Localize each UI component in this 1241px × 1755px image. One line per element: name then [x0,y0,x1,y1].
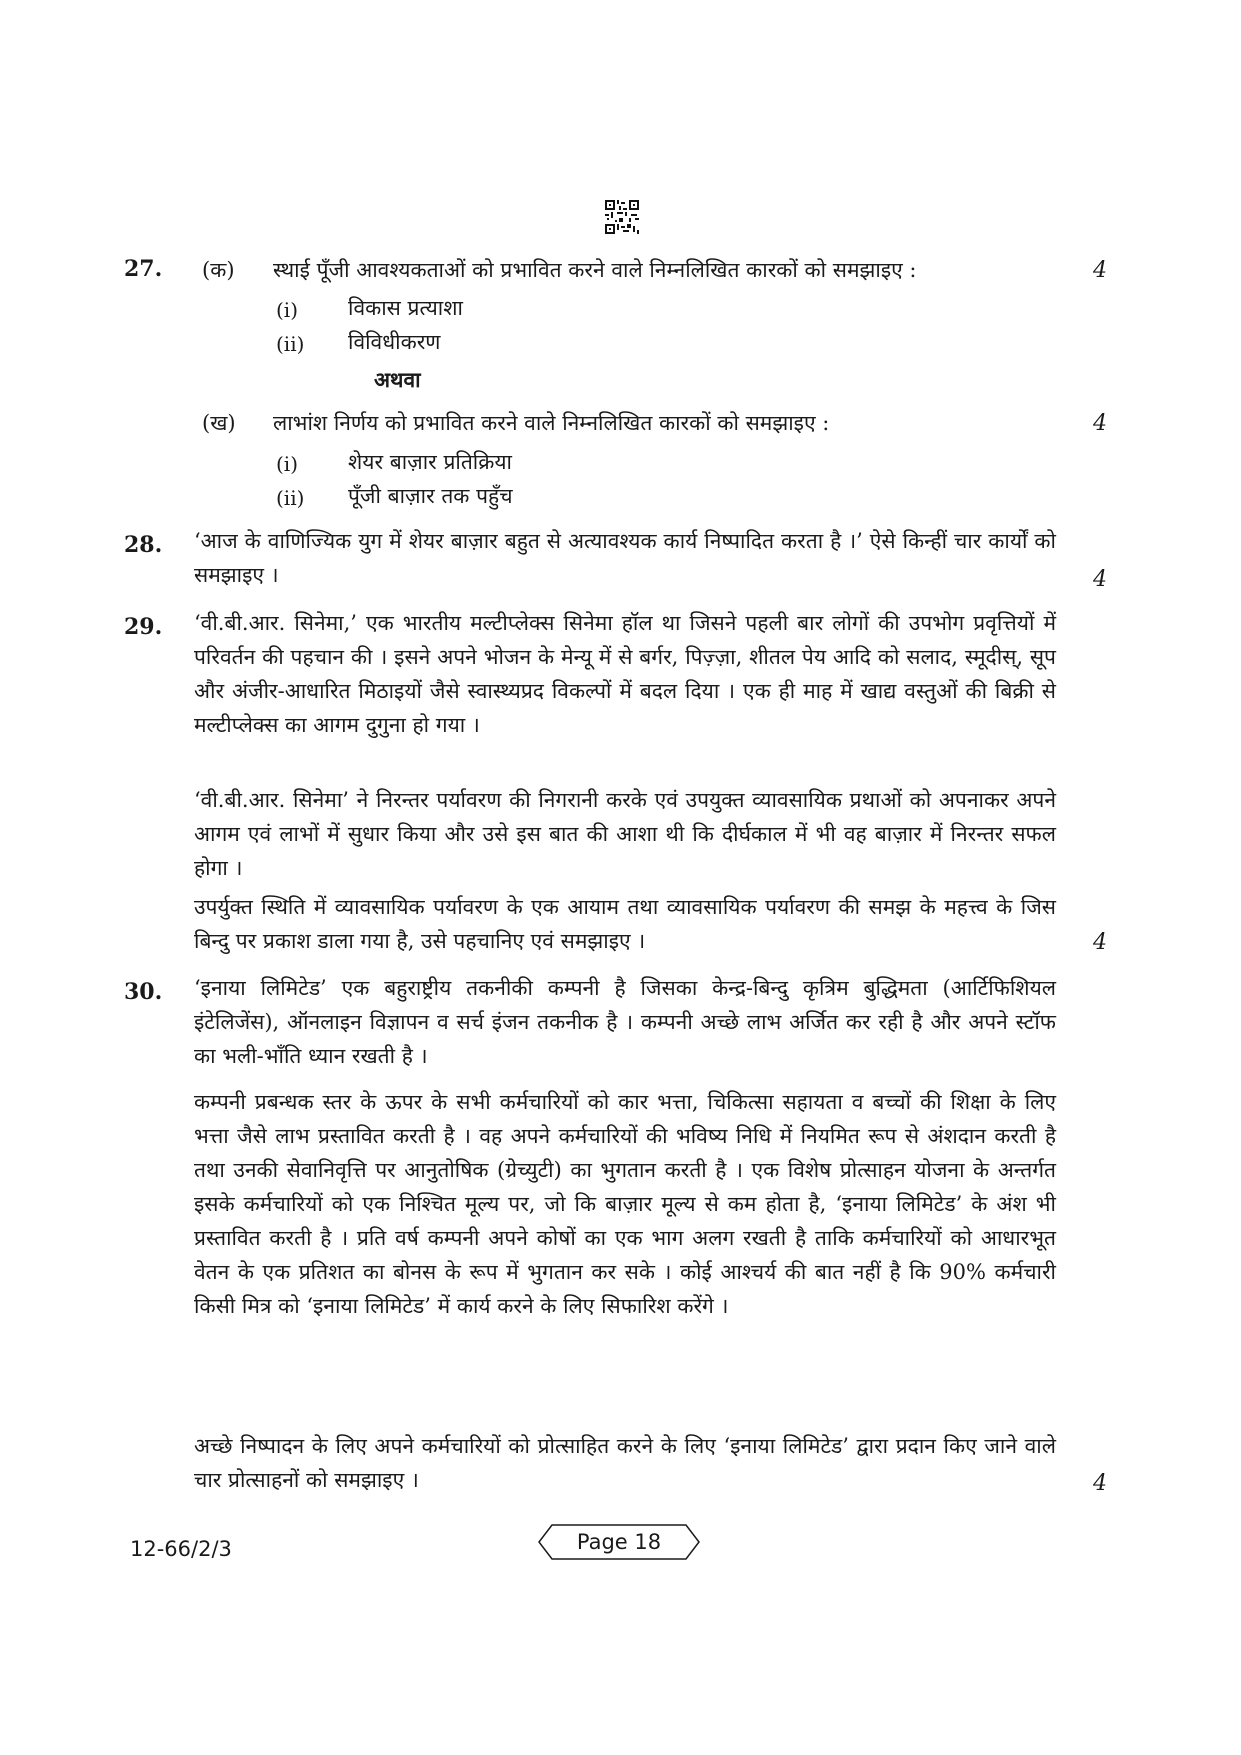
question-number-28: 28. [124,532,163,558]
q30-paragraph-1: ‘इनाया लिमिटेड’ एक बहुराष्ट्रीय तकनीकी कम्पनी है जिसका केन्द्र-बिन्दु कृत्रिम बुद्धिमता (आर्टिफिशियल इंटेलिजेंस), ऑनलाइन विज्ञापन व सर्च इंजन तकनीक है । कम्पनी अच्छे लाभ अर्जित कर रही है और अपने स्टॉफ का भली-भाँति ध्यान रखती है । [194,976,1056,1068]
q27-b-item-2-label: (ii) [276,486,305,510]
q30-marks: 4 [1093,1471,1107,1496]
q27-a-text: स्थाई पूँजी आवश्यकताओं को प्रभावित करने वाले निम्नलिखित कारकों को समझाइए : [273,258,917,282]
q29-paragraph-2: ‘वी.बी.आर. सिनेमा’ ने निरन्तर पर्यावरण की निगरानी करके एवं उपयुक्त व्यावसायिक प्रथाओं को अपनाकर अपने आगम एवं लाभों में सुधार किया और उसे इस बात की आशा थी कि दीर्घकाल में भी वह बाज़ार में निरन्तर सफल होगा । [194,788,1056,880]
or-divider: अथवा [374,367,421,392]
q29-paragraph-1: ‘वी.बी.आर. सिनेमा,’ एक भारतीय मल्टीप्लेक्स सिनेमा हॉल था जिसने पहली बार लोगों की उपभोग प्रवृत्तियों में परिवर्तन की पहचान की । इसने अपने भोजन के मेन्यू में से बर्गर, पिज़्ज़ा, शीतल पेय आदि को सलाद, स्मूदीस्, सूप और अंजीर-आधारित मिठाइयों जैसे स्वास्थ्यप्रद विकल्पों में बदल दिया । एक ही माह में खाद्य वस्तुओं की बिक्री से मल्टीप्लेक्स का आगम दुगुना हो गया । [194,611,1056,737]
option-a-label: (क) [202,258,235,282]
q27-b-marks: 4 [1093,411,1107,436]
q29-paragraph-3: उपर्युक्त स्थिति में व्यावसायिक पर्यावरण के एक आयाम तथा व्यावसायिक पर्यावरण की समझ के महत्त्व के जिस बिन्दु पर प्रकाश डाला गया है, उसे पहचानिए एवं समझाइए । [194,895,1056,953]
q27-a-item-1-label: (i) [276,298,299,322]
qr-code-icon [605,200,639,234]
q28-marks: 4 [1093,567,1107,592]
q28-text: ‘आज के वाणिज्यिक युग में शेयर बाज़ार बहुत से अत्यावश्यक कार्य निष्पादित करता है ।’ ऐसे किन्हीं चार कार्यों को समझाइए । [194,529,1056,587]
q27-a-item-1-text: विकास प्रत्याशा [348,296,463,320]
option-b-label: (ख) [202,411,236,435]
q27-b-item-1-text: शेयर बाज़ार प्रतिक्रिया [348,450,512,474]
q29-marks: 4 [1093,930,1107,955]
q27-b-item-2-text: पूँजी बाज़ार तक पहुँच [348,484,513,508]
q30-paragraph-2: कम्पनी प्रबन्धक स्तर के ऊपर के सभी कर्मचारियों को कार भत्ता, चिकित्सा सहायता व बच्चों की शिक्षा के लिए भत्ता जैसे लाभ प्रस्तावित करती है । वह अपने कर्मचारियों की भविष्य निधि में नियमित रूप से अंशदान करती है तथा उनकी सेवानिवृत्ति पर आनुतोषिक (ग्रेच्युटी) का भुगतान करती है । एक विशेष प्रोत्साहन योजना के अन्तर्गत इसके कर्मचारियों को एक निश्चित मूल्य पर, जो कि बाज़ार मूल्य से कम होता है, ‘इनाया लिमिटेड’ के अंश भी प्रस्तावित करती है । प्रति वर्ष कम्पनी अपने कोषों का एक भाग अलग रखती है ताकि कर्मचारियों को आधारभूत वेतन के एक प्रतिशत का बोनस के रूप में भुगतान कर सके । कोई आश्चर्य की बात नहीं है कि 90% कर्मचारी किसी मित्र को ‘इनाया लिमिटेड’ में कार्य करने के लिए सिफारिश करेंगे । [194,1090,1056,1318]
q27-b-text: लाभांश निर्णय को प्रभावित करने वाले निम्नलिखित कारकों को समझाइए : [273,411,830,435]
q27-a-item-2-text: विविधीकरण [348,330,441,354]
q27-a-marks: 4 [1093,258,1107,283]
question-number-27: 27. [124,256,163,282]
question-number-30: 30. [124,979,163,1005]
q27-b-item-1-label: (i) [276,452,299,476]
q27-a-item-2-label: (ii) [276,332,305,356]
question-number-29: 29. [124,614,163,640]
page-number: Page 18 [576,1530,662,1554]
paper-code: 12-66/2/3 [130,1537,232,1561]
q30-paragraph-3: अच्छे निष्पादन के लिए अपने कर्मचारियों को प्रोत्साहित करने के लिए ‘इनाया लिमिटेड’ द्वारा प्रदान किए जाने वाले चार प्रोत्साहनों को समझाइए । [194,1434,1056,1492]
